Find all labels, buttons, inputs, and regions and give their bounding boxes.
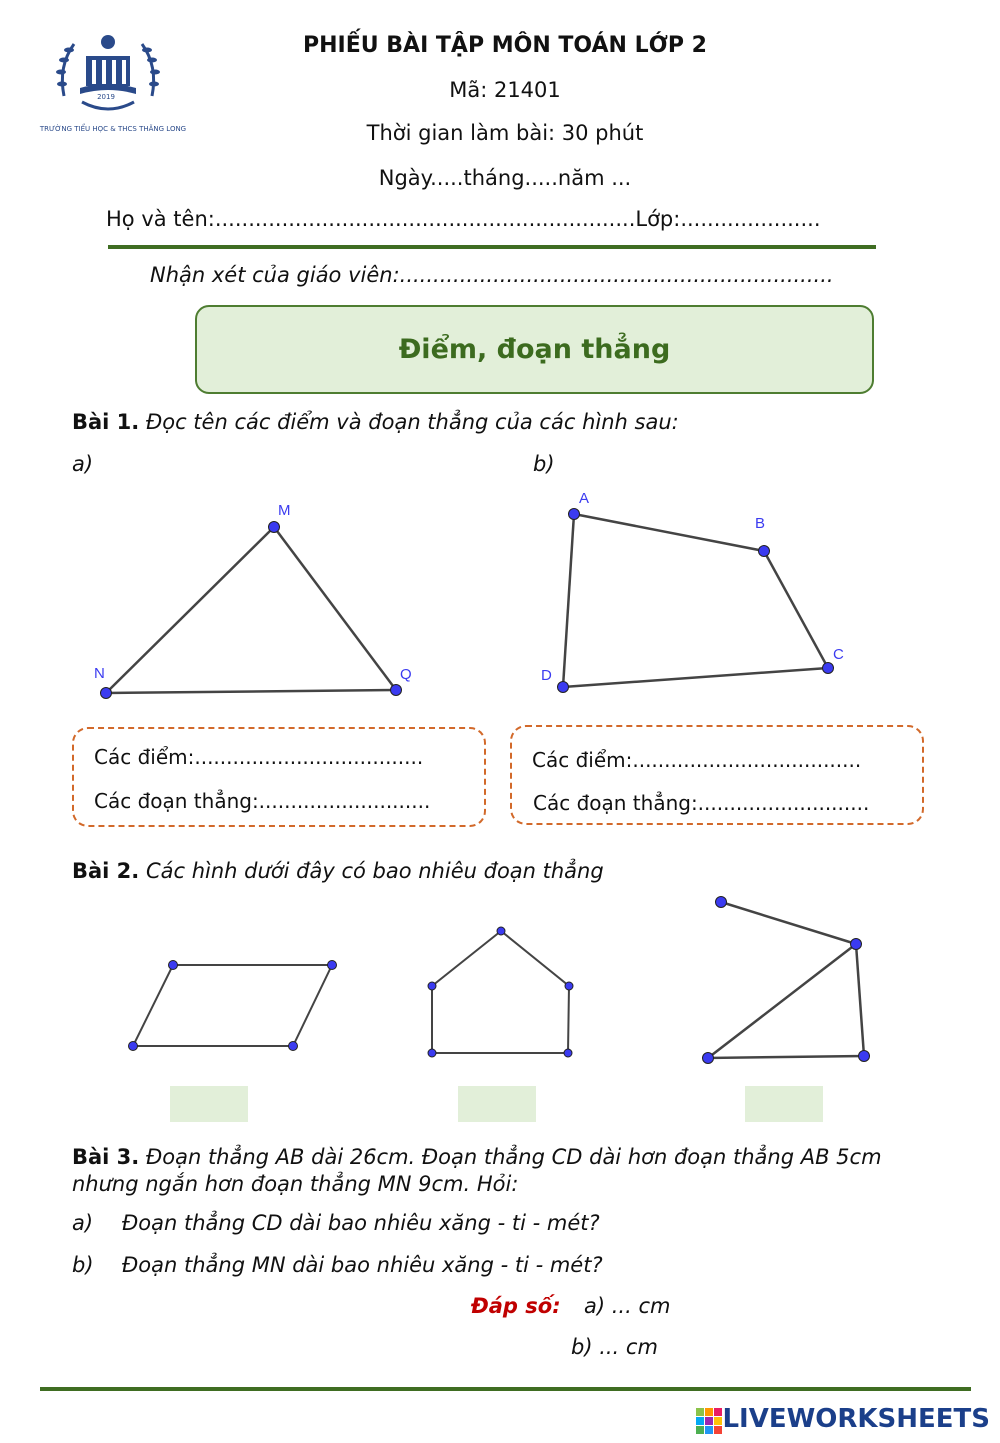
answer-a-field[interactable]: a) ... cm [584,1294,671,1318]
label-n: N [94,665,105,682]
answer-b-field[interactable]: b) ... cm [571,1335,658,1359]
label-q: Q [400,666,412,683]
bai1-prompt [72,410,679,434]
bai3-text-cont: nhưng ngắn hơn đoạn thẳng MN 9cm. Hỏi: [72,1172,519,1196]
bai1-b-segments-field[interactable]: Các đoạn thẳng:........................... [533,791,870,815]
bai1-text: Đọc tên các điểm và đoạn thẳng của các hình sau: [145,410,679,434]
bai1-part-a: a) [72,452,94,476]
point-q [391,685,402,696]
bai2-prompt [72,859,604,883]
point-d [558,682,569,693]
topic-banner [195,305,874,394]
bai1-a-segments-field[interactable]: Các đoạn thẳng:........................... [94,789,431,813]
point-c [823,663,834,674]
bai2-answer-box-2[interactable] [458,1086,536,1122]
open-path-figure [703,897,870,1064]
point-m [269,522,280,533]
point-b [759,546,770,557]
bai3-text: Đoạn thẳng AB dài 26cm. Đoạn thẳng CD dài hơn đoạn thẳng AB 5cm [145,1145,882,1169]
footer-divider [40,1387,971,1391]
bai1-b-points-field[interactable]: Các điểm:.................................... [532,748,862,772]
bai2-figures [0,890,1000,1070]
bai1-figures [0,480,1000,710]
label-c: C [833,646,844,663]
point-a [569,509,580,520]
topic-title: Điểm, đoạn thẳng [398,334,671,365]
time-limit: Thời gian làm bài: 30 phút [366,121,644,145]
teacher-comment-field[interactable]: Nhận xét của giáo viên:................................................................. [150,263,834,287]
label-m: M [278,502,291,519]
answer-label: Đáp số: [471,1294,561,1318]
bai3-label: Bài 3. [72,1145,140,1169]
point-n [101,688,112,699]
school-name: TRƯỜNG TIỂU HỌC & THCS THĂNG LONG [39,125,187,133]
liveworksheets-brand[interactable]: LIVEWORKSHEETS [722,1404,990,1434]
date-line: Ngày.....tháng.....năm ... [378,166,632,190]
triangle-mnq [106,527,396,693]
logo-year: 2019 [97,93,115,101]
quadrilateral-abcd [563,514,828,687]
bai3-qa-label: a) [72,1211,94,1235]
bai1-a-points-field[interactable]: Các điểm:.................................... [94,745,424,769]
label-d: D [541,667,552,684]
student-name-field[interactable]: Họ và tên:...............................................................Lớp:..................... [106,207,821,231]
bai3-qb-label: b) [72,1253,94,1277]
header-divider [108,245,876,249]
worksheet-code: Mã: 21401 [449,78,561,102]
pentagon-house-figure [428,927,573,1057]
school-logo [52,26,164,126]
worksheet-title: PHIẾU BÀI TẬP MÔN TOÁN LỚP 2 [303,33,707,58]
label-b: B [755,515,766,532]
bai3-question-a: Đoạn thẳng CD dài bao nhiêu xăng - ti - mét? [122,1211,600,1235]
parallelogram-figure [129,961,337,1051]
bai2-label: Bài 2. [72,859,140,883]
bai3-question-b: Đoạn thẳng MN dài bao nhiêu xăng - ti - mét? [122,1253,603,1277]
bai1-label: Bài 1. [72,410,140,434]
liveworksheets-logo-icon [696,1408,722,1434]
bai2-answer-box-3[interactable] [745,1086,823,1122]
bai3-prompt [72,1145,882,1169]
label-a: A [579,490,590,507]
bai1-part-b: b) [533,452,555,476]
bai2-text: Các hình dưới đây có bao nhiêu đoạn thẳng [145,859,604,883]
bai2-answer-box-1[interactable] [170,1086,248,1122]
